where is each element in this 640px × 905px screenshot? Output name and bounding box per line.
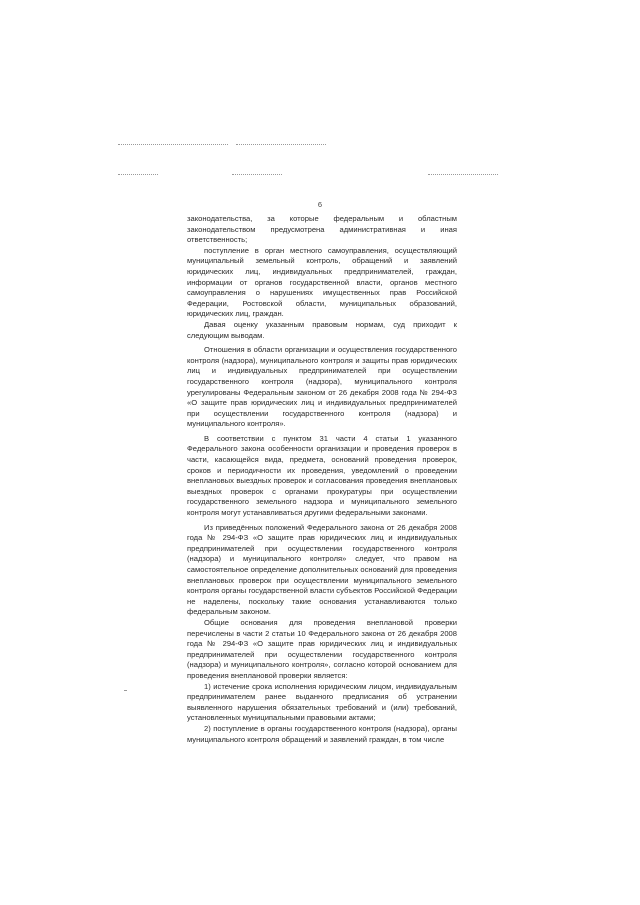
paragraph: Давая оценку указанным правовым нормам, суд приходит к следующим выводам.: [187, 319, 457, 340]
paragraph: Отношения в области организации и осуществления государственного контроля (надзора), муниципального контроля и защиты прав юридических лиц и индивидуальных предпринимателей при осуществлении государственного контроля (надзора), муниципального контроля урегулированы Федеральным законом от 26 декабря 2008 года № 294-ФЗ «О защите прав юридических лиц и индивидуальных предпринимателей при осуществлении государственного контроля (надзора) и муниципального контроля».: [187, 345, 457, 429]
scan-artifact-top-left: [118, 144, 228, 146]
paragraph: В соответствии с пунктом 31 части 4 статьи 1 указанного Федерального закона особенности организации и проведения проверок в части, касающейся вида, предмета, оснований проведения проверок, сроков и периодичности их проведения, уведомлений о проведении внеплановых выездных проверок и согласования проведения внеплановых выездных проверок с органами прокуратуры при осуществлении государственного земельного надзора и муниципального земельного контроля могут устанавливаться другими федеральными законами.: [187, 433, 457, 518]
paragraph: Из приведённых положений Федерального закона от 26 декабря 2008 года № 294-ФЗ «О защите прав юридических лиц и индивидуальных предпринимателей при осуществлении государственного контроля (надзора) и муниципального контроля» следует, что правом на самостоятельное определение дополнительных оснований для проведения внеплановых проверок при осуществлении муниципального земельного контроля органы государственной власти субъектов Российской Федерации не наделены, поскольку такие основания устанавливаются только федеральным законом.: [187, 522, 457, 617]
margin-mark: [124, 690, 127, 691]
scan-artifact-line-left: [118, 174, 158, 176]
scan-artifact-line-mid: [232, 174, 282, 176]
paragraph: поступление в орган местного самоуправления, осуществляющий муниципальный земельный контроль, обращений и заявлений юридических лиц, индивидуальных предпринимателей, граждан, информации от органов государственной власти, органов местного самоуправления о нарушениях имущественных прав Российской Федерации, Ростовской области, муниципальных образований, юридических лиц, граждан.: [187, 245, 457, 319]
page-number: 6: [317, 200, 323, 209]
document-body: [187, 214, 457, 745]
paragraph-continuation: законодательства, за которые федеральным и областным законодательством предусмотрена административная и иная ответственность;: [187, 214, 457, 245]
list-item: 2) поступление в органы государственного контроля (надзора), органы муниципального контроля обращений и заявлений граждан, в том числе: [187, 723, 457, 744]
list-item: 1) истечение срока исполнения юридическим лицом, индивидуальным предпринимателем ранее выданного предписания об устранении выявленного нарушения обязательных требований и (или) требований, установленных муниципальными правовыми актами;: [187, 681, 457, 723]
scan-artifact-line-right: [428, 174, 498, 176]
paragraph: Общие основания для проведения внеплановой проверки перечислены в части 2 статьи 10 Федерального закона от 26 декабря 2008 года № 294-ФЗ «О защите прав юридических лиц и индивидуальных предпринимателей при осуществлении государственного контроля (надзора) и муниципального контроля», согласно которой основанием для проведения внеплановой проверки является:: [187, 617, 457, 680]
scan-artifact-top-mid: [236, 144, 326, 146]
